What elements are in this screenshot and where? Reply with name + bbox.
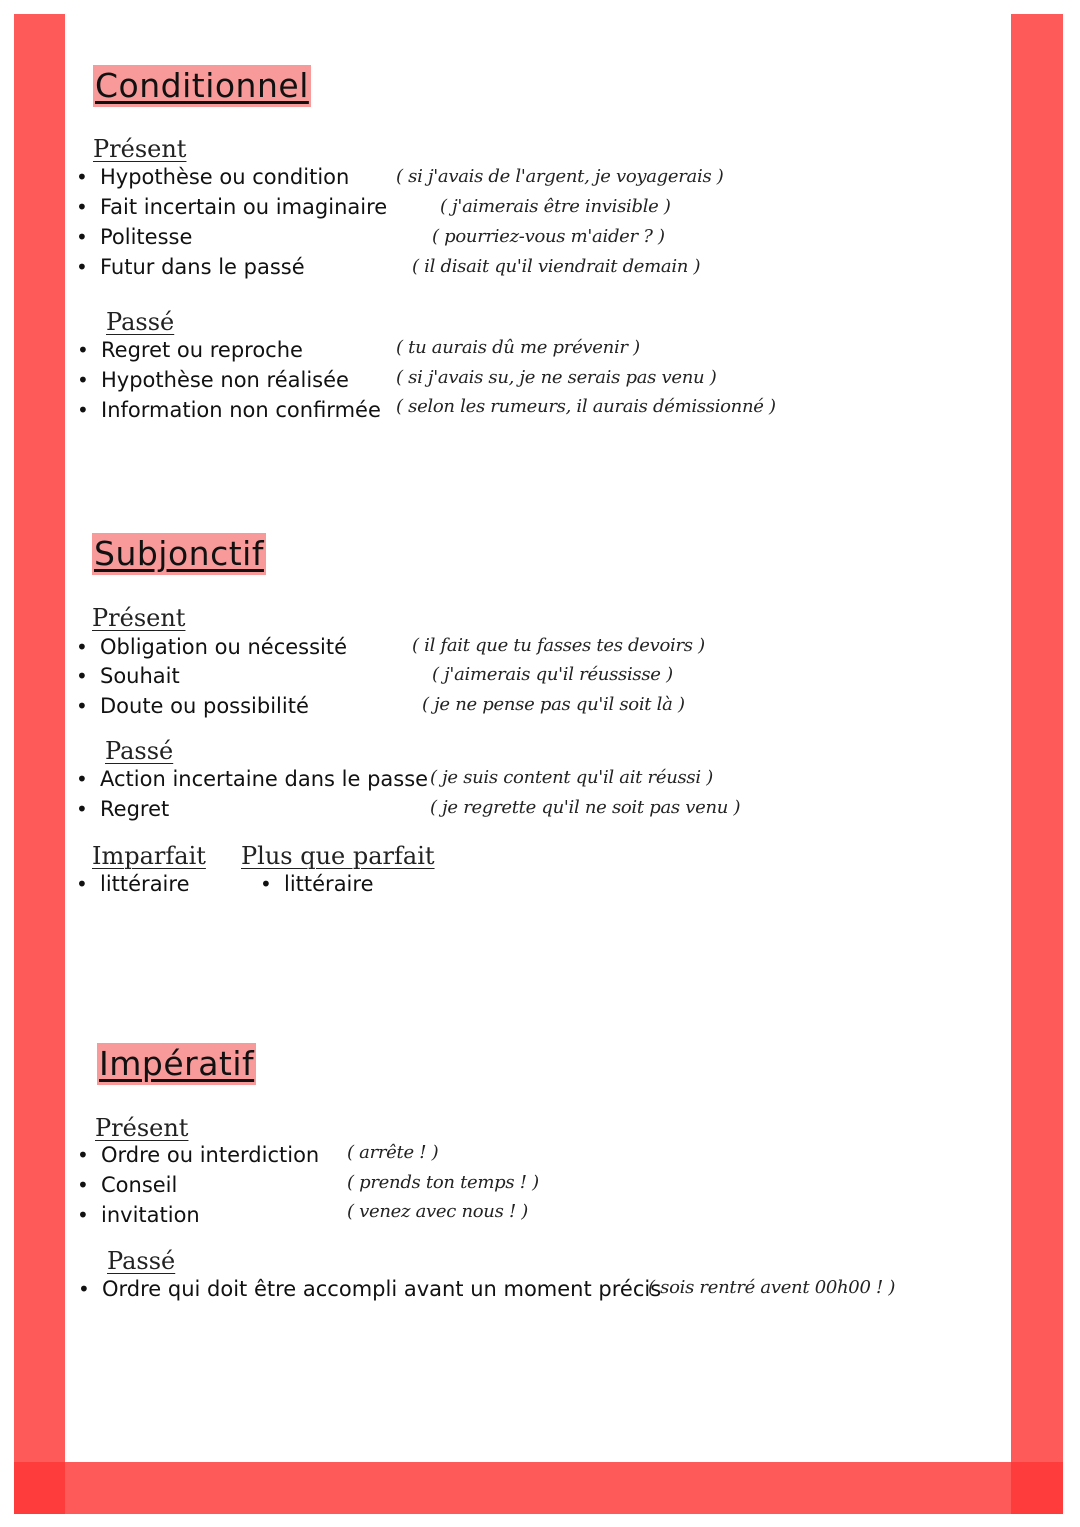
bullet-icon: • [260, 872, 272, 896]
list-item: • Information non confirmée [77, 398, 381, 422]
subheading-passe: Passé [107, 1247, 176, 1275]
section-title-imperatif: Impératif [99, 1044, 255, 1083]
list-item: • Souhait [76, 664, 180, 688]
example-text: ( je suis content qu'il ait réussi ) [430, 767, 713, 788]
bullet-icon: • [76, 225, 88, 249]
subheading-passe: Passé [106, 308, 175, 336]
example-text: ( je ne pense pas qu'il soit là ) [422, 694, 685, 715]
example-text: ( sois rentré avent 00h00 ! ) [648, 1277, 896, 1298]
list-item: • Regret [76, 797, 170, 821]
bottom-border [14, 1462, 1063, 1514]
bullet-icon: • [76, 767, 88, 791]
list-item: • Doute ou possibilité [76, 694, 309, 718]
subheading-present: Présent [95, 1114, 189, 1142]
example-text: ( j'aimerais être invisible ) [440, 196, 671, 217]
bullet-icon: • [78, 1277, 90, 1301]
list-item: • Futur dans le passé [76, 255, 305, 279]
bottom-left-corner [14, 1462, 65, 1514]
list-item: • Conseil [77, 1173, 178, 1197]
bullet-icon: • [76, 872, 88, 896]
right-border [1011, 14, 1063, 1514]
bullet-icon: • [77, 398, 89, 422]
list-item: • invitation [77, 1203, 200, 1227]
list-item: • Politesse [76, 225, 193, 249]
list-item: • littéraire [76, 872, 190, 896]
left-border [14, 14, 65, 1514]
subheading-plus-que-parfait: Plus que parfait [241, 842, 435, 870]
bullet-icon: • [77, 368, 89, 392]
example-text: ( il disait qu'il viendrait demain ) [412, 256, 701, 277]
subheading-passe: Passé [105, 737, 174, 765]
bullet-icon: • [76, 664, 88, 688]
section-title-subjonctif: Subjonctif [94, 534, 264, 573]
bullet-icon: • [77, 338, 89, 362]
example-text: ( prends ton temps ! ) [347, 1172, 539, 1193]
bullet-icon: • [76, 255, 88, 279]
subheading-present: Présent [93, 135, 187, 163]
bullet-icon: • [76, 635, 88, 659]
example-text: ( je regrette qu'il ne soit pas venu ) [430, 797, 741, 818]
list-item: • Fait incertain ou imaginaire [76, 195, 388, 219]
subheading-present: Présent [92, 604, 186, 632]
bullet-icon: • [77, 1143, 89, 1167]
list-item: • Obligation ou nécessité [76, 635, 348, 659]
list-item: • littéraire [260, 872, 374, 896]
example-text: ( pourriez-vous m'aider ? ) [432, 226, 665, 247]
bullet-icon: • [76, 694, 88, 718]
example-text: ( j'aimerais qu'il réussisse ) [432, 664, 673, 685]
list-item: • Regret ou reproche [77, 338, 303, 362]
list-item: • Action incertaine dans le passe [76, 767, 429, 791]
example-text: ( venez avec nous ! ) [347, 1201, 529, 1222]
list-item: • Ordre ou interdiction [77, 1143, 320, 1167]
bullet-icon: • [76, 797, 88, 821]
example-text: ( arrête ! ) [347, 1142, 439, 1163]
bullet-icon: • [77, 1173, 89, 1197]
bullet-icon: • [77, 1203, 89, 1227]
list-item: • Ordre qui doit être accompli avant un moment précis [78, 1277, 662, 1301]
bottom-right-corner [1011, 1462, 1063, 1514]
subheading-imparfait: Imparfait [92, 842, 206, 870]
list-item: • Hypothèse ou condition [76, 165, 350, 189]
example-text: ( selon les rumeurs, il aurais démissionné ) [396, 396, 776, 417]
example-text: ( il fait que tu fasses tes devoirs ) [412, 635, 705, 656]
example-text: ( si j'avais de l'argent, je voyagerais ) [396, 166, 724, 187]
example-text: ( si j'avais su, je ne serais pas venu ) [396, 367, 717, 388]
bullet-icon: • [76, 195, 88, 219]
list-item: • Hypothèse non réalisée [77, 368, 349, 392]
example-text: ( tu aurais dû me prévenir ) [396, 337, 640, 358]
section-title-conditionnel: Conditionnel [95, 66, 309, 105]
bullet-icon: • [76, 165, 88, 189]
